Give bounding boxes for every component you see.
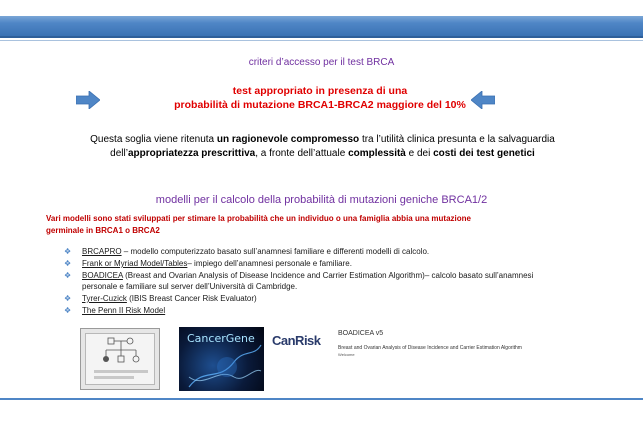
bullet-icon: ❖ <box>64 271 72 280</box>
list-item <box>64 305 534 316</box>
paragraph-text: e dei <box>405 148 434 159</box>
bullet-icon: ❖ <box>64 247 72 256</box>
arrow-right-icon <box>76 91 100 109</box>
intro-line-2: germinale in BRCA1 o BRCA2 <box>46 226 160 235</box>
canrisk-logo: CanRisk <box>272 333 321 348</box>
model-desc: (IBIS Breast Cancer Risk Evaluator) <box>126 294 257 303</box>
top-header-bar <box>0 16 643 38</box>
models-heading: modelli per il calcolo della probabilità di mutazioni geniche BRCA1/2 <box>155 194 488 206</box>
paragraph-text: tra l’utilità clinica presunta e la salvaguardia <box>359 134 555 145</box>
model-list <box>64 246 534 317</box>
screenshot-frame <box>85 333 155 385</box>
model-link[interactable]: The Penn II Risk Model <box>82 306 166 315</box>
intro-line-1: Vari modelli sono stati sviluppati per stimare la probabilità che un individuo o una famiglia abbia una mutazione <box>46 214 471 223</box>
list-item <box>64 293 534 304</box>
models-intro <box>46 213 566 237</box>
brcapro-screenshot <box>80 328 160 390</box>
model-link[interactable]: Frank or Myriad Model/Tables <box>82 259 188 268</box>
paragraph-bold: complessità <box>348 148 406 159</box>
criteria-heading: criteri d’accesso per il test BRCA <box>248 57 395 68</box>
model-desc: – impiego dell’anamnesi personale e familiare. <box>187 259 352 268</box>
canrisk-logo-area <box>272 333 338 373</box>
bullet-icon: ❖ <box>64 259 72 268</box>
paragraph-text: , a fronte dell’attuale <box>255 148 349 159</box>
cancergene-image <box>179 327 264 391</box>
threshold-highlight <box>130 84 510 112</box>
paragraph-text: Questa soglia viene ritenuta <box>90 134 217 145</box>
header-divider <box>0 40 643 41</box>
list-item <box>64 246 534 257</box>
boadicea-title: BOADICEA v5 <box>338 330 384 337</box>
paragraph-text: dell’ <box>110 148 128 159</box>
boadicea-header <box>338 330 598 370</box>
bottom-bar <box>0 398 643 400</box>
list-item <box>64 258 534 269</box>
paragraph-bold: appropriatezza prescrittiva <box>127 148 256 159</box>
boadicea-subtitle: Breast and Ovarian Analysis of Disease Incidence and Carrier Estimation Algorithm <box>338 345 522 351</box>
arrow-left-icon <box>471 91 495 109</box>
paragraph-bold: un ragionevole compromesso <box>216 134 360 145</box>
pedigree-icon <box>86 334 156 386</box>
dna-helix-icon <box>179 327 264 391</box>
threshold-paragraph <box>40 133 605 161</box>
model-desc: – modello computerizzato basato sull’anamnesi familiare e differenti modelli di calcolo. <box>121 247 430 256</box>
bullet-icon: ❖ <box>64 306 72 315</box>
model-link[interactable]: BOADICEA <box>82 271 123 280</box>
paragraph-bold: costi dei test genetici <box>433 148 535 159</box>
model-desc: (Breast and Ovarian Analysis of Disease Incidence and Carrier Estimation Algorithm)– calcolo basato sull’anamnesi personale e familiare sul server dell’Università di Cambridge. <box>82 271 534 291</box>
list-item <box>64 270 534 292</box>
threshold-line-1: test appropriato in presenza di una <box>232 85 408 97</box>
threshold-line-2: probabilità di mutazione BRCA1-BRCA2 maggiore del 10% <box>174 99 466 111</box>
model-link[interactable]: Tyrer-Cuzick <box>82 294 127 303</box>
model-link[interactable]: BRCAPRO <box>82 247 122 256</box>
bullet-icon: ❖ <box>64 294 72 303</box>
cancergene-title: CancerGene <box>187 332 255 345</box>
boadicea-welcome: Welcome <box>338 352 355 357</box>
